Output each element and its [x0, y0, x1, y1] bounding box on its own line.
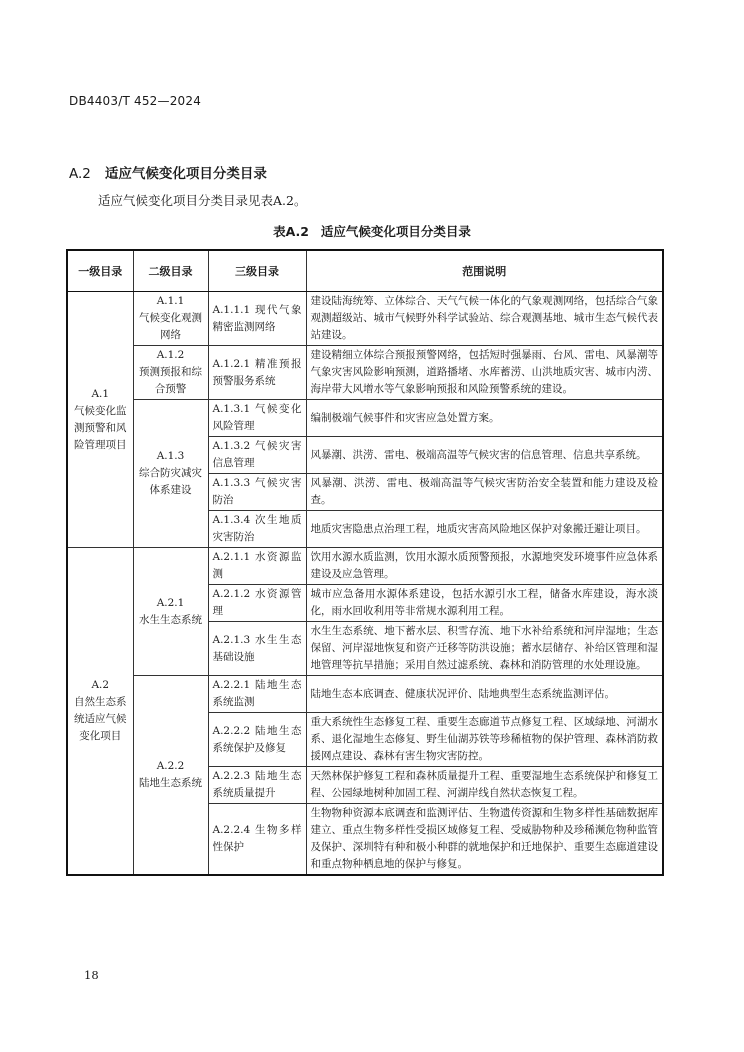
level2-cell: A.2.1 水生生态系统 — [133, 548, 208, 676]
level3-cell: A.2.2.2 陆地生态系统保护及修复 — [208, 713, 306, 767]
description-cell: 风暴潮、洪涝、雷电、极端高温等气候灾害防治安全装置和能力建设及检查。 — [306, 474, 663, 511]
description-cell: 城市应急备用水源体系建设，包括水源引水工程，储备水库建设，海水淡化，雨水回收利用等非常规水源利用工程。 — [306, 585, 663, 622]
level3-cell: A.2.2.1 陆地生态系统监测 — [208, 676, 306, 713]
table-row — [67, 548, 663, 585]
table-row — [67, 346, 663, 400]
description-cell: 天然林保护修复工程和森林质量提升工程、重要湿地生态系统保护和修复工程、公园绿地树种加固工程、河湖岸线自然状态恢复工程。 — [306, 767, 663, 804]
description-cell: 建设陆海统筹、立体综合、天气气候一体化的气象观测网络，包括综合气象观测超级站、城市气候野外科学试验站、综合观测基地、城市生态气候代表站建设。 — [306, 292, 663, 346]
intro-paragraph: 适应气候变化项目分类目录见表A.2。 — [98, 193, 307, 208]
classification-table — [66, 249, 664, 876]
table-caption-number: 表A.2 — [273, 224, 309, 239]
header-level3: 三级目录 — [208, 250, 306, 292]
level3-cell: A.2.1.3 水生生态基础设施 — [208, 622, 306, 676]
level3-cell: A.1.2.1 精准预报预警服务系统 — [208, 346, 306, 400]
table-body — [67, 292, 663, 876]
header-level2: 二级目录 — [133, 250, 208, 292]
document-code: DB4403/T 452—2024 — [69, 94, 202, 108]
level2-cell: A.2.2 陆地生态系统 — [133, 676, 208, 876]
description-cell: 陆地生态本底调查、健康状况评价、陆地典型生态系统监测评估。 — [306, 676, 663, 713]
description-cell: 饮用水源水质监测，饮用水源水质预警预报，水源地突发环境事件应急体系建设及应急管理。 — [306, 548, 663, 585]
level3-cell: A.2.1.2 水资源管理 — [208, 585, 306, 622]
description-cell: 重大系统性生态修复工程、重要生态廊道节点修复工程、区域绿地、河湖水系、退化湿地生态修复、野生仙湖苏铁等珍稀植物的保护管理、森林消防救援网点建设、森林有害生物灾害防控。 — [306, 713, 663, 767]
level3-cell: A.2.2.3 陆地生态系统质量提升 — [208, 767, 306, 804]
level3-cell: A.2.2.4 生物多样性保护 — [208, 804, 306, 876]
table-caption — [0, 222, 744, 240]
section-number: A.2 — [69, 166, 91, 182]
level3-cell: A.2.1.1 水资源监测 — [208, 548, 306, 585]
level3-cell: A.1.3.3 气候灾害防治 — [208, 474, 306, 511]
table-row — [67, 292, 663, 346]
level2-cell: A.1.2 预测预报和综合预警 — [133, 346, 208, 400]
table-row — [67, 400, 663, 437]
section-heading — [69, 162, 267, 182]
table-row — [67, 676, 663, 713]
level3-cell: A.1.1.1 现代气象精密监测网络 — [208, 292, 306, 346]
header-level1: 一级目录 — [67, 250, 133, 292]
description-cell: 编制极端气候事件和灾害应急处置方案。 — [306, 400, 663, 437]
description-cell: 风暴潮、洪涝、雷电、极端高温等气候灾害的信息管理、信息共享系统。 — [306, 437, 663, 474]
table-caption-title: 适应气候变化项目分类目录 — [320, 224, 471, 239]
description-cell: 水生生态系统、地下蓄水层、积雪存流、地下水补给系统和河岸湿地；生态保留、河岸湿地恢复和资产迁移等防洪设施；蓄水层储存、补给区管理和湿地管理等抗旱措施；采用自然过滤系统、森林和消防管理的水处理设施。 — [306, 622, 663, 676]
section-title: 适应气候变化项目分类目录 — [104, 166, 267, 182]
description-cell: 生物物种资源本底调查和监测评估、生物遗传资源和生物多样性基础数据库建立、重点生物多样性受损区域修复工程、受威胁物种及珍稀濒危物种监管及保护、深圳特有种和极小种群的就地保护和迁地保护、重要生态廊道建设和重点物种栖息地的保护与修复。 — [306, 804, 663, 876]
level3-cell: A.1.3.1 气候变化风险管理 — [208, 400, 306, 437]
header-description: 范围说明 — [306, 250, 663, 292]
description-cell: 地质灾害隐患点治理工程，地质灾害高风险地区保护对象搬迁避让项目。 — [306, 511, 663, 548]
table-header-row — [67, 250, 663, 292]
level2-cell: A.1.1 气候变化观测网络 — [133, 292, 208, 346]
page-number: 18 — [84, 968, 99, 982]
level3-cell: A.1.3.4 次生地质灾害防治 — [208, 511, 306, 548]
level3-cell: A.1.3.2 气候灾害信息管理 — [208, 437, 306, 474]
level1-cell: A.2 自然生态系统适应气候变化项目 — [67, 548, 133, 876]
level2-cell: A.1.3 综合防灾减灾体系建设 — [133, 400, 208, 548]
description-cell: 建设精细立体综合预报预警网络，包括短时强暴雨、台风、雷电、风暴潮等气象灾害风险影响预测，道路播堵、水库蓄涝、山洪地质灾害、城市内涝、海岸带大风增水等气象影响预报和风险预警系统的建设。 — [306, 346, 663, 400]
level1-cell: A.1 气候变化监测预警和风险管理项目 — [67, 292, 133, 548]
